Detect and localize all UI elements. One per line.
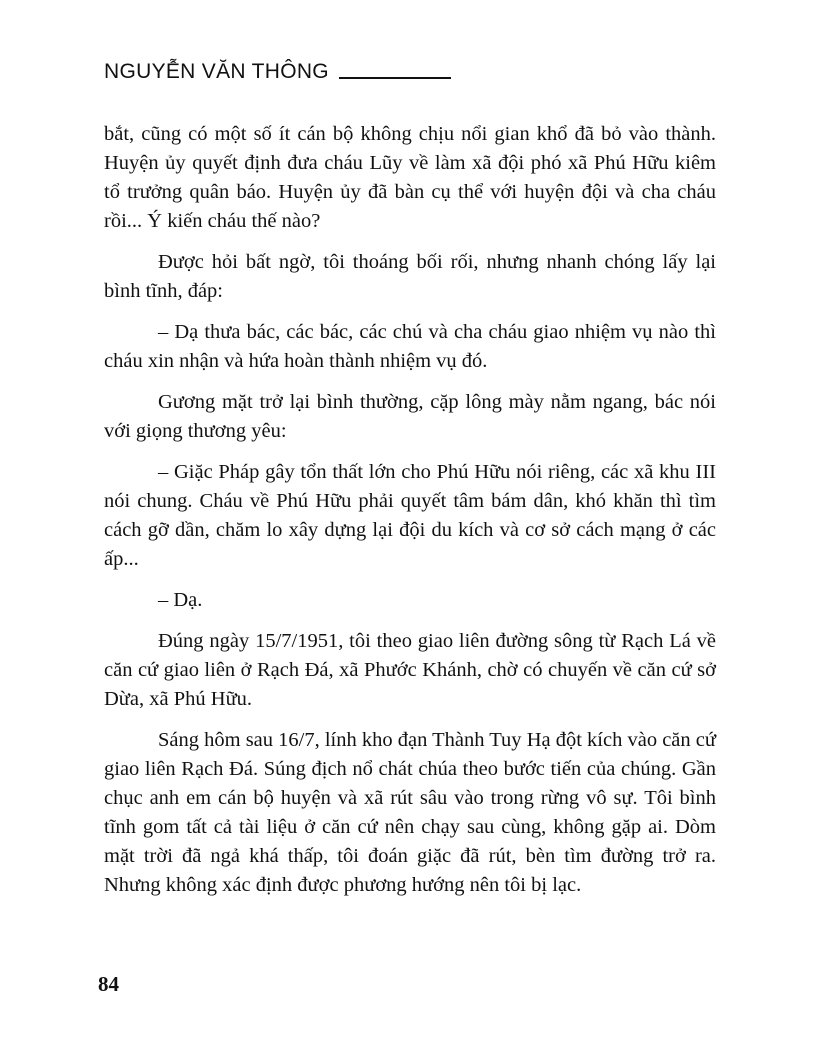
paragraph: Đúng ngày 15/7/1951, tôi theo giao liên đường sông từ Rạch Lá về căn cứ giao liên ở Rạch Đá, xã Phước Khánh, chờ có chuyến về căn cứ sở Dừa, xã Phú Hữu. (104, 630, 716, 710)
running-head (104, 60, 451, 84)
paragraph: Gương mặt trở lại bình thường, cặp lông mày nằm ngang, bác nói với giọng thương yêu: (104, 391, 716, 442)
paragraph: Sáng hôm sau 16/7, lính kho đạn Thành Tuy Hạ đột kích vào căn cứ giao liên Rạch Đá. Súng địch nổ chát chúa theo bước tiến của chúng. Gần chục anh em cán bộ huyện và xã rút sâu vào trong rừng vô sự. Tôi bình tĩnh gom tất cả tài liệu ở căn cứ nên chạy sau cùng, không gặp ai. Dòm mặt trời đã ngả khá thấp, tôi đoán giặc đã rút, bèn tìm đường trở ra. Nhưng không xác định được phương hướng nên tôi bị lạc. (104, 729, 716, 896)
dialogue-line: – Dạ. (158, 589, 203, 611)
dialogue-line: – Dạ thưa bác, các bác, các chú và cha cháu giao nhiệm vụ nào thì cháu xin nhận và hứa hoàn thành nhiệm vụ đó. (104, 321, 716, 372)
page-number: 84 (98, 972, 119, 996)
author-name: NGUYỄN VĂN THÔNG (104, 60, 329, 83)
paragraph: Được hỏi bất ngờ, tôi thoáng bối rối, nhưng nhanh chóng lấy lại bình tĩnh, đáp: (104, 251, 716, 302)
body-text (104, 120, 716, 912)
paragraph-continued: bắt, cũng có một số ít cán bộ không chịu nổi gian khổ đã bỏ vào thành. Huyện ủy quyết định đưa cháu Lũy về làm xã đội phó xã Phú Hữu kiêm tổ trưởng quân báo. Huyện ủy đã bàn cụ thể với huyện đội và cha cháu rồi... Ý kiến cháu thế nào? (104, 123, 716, 232)
dialogue-line: – Giặc Pháp gây tổn thất lớn cho Phú Hữu nói riêng, các xã khu III nói chung. Cháu về Phú Hữu phải quyết tâm bám dân, khó khăn thì tìm cách gỡ dần, chăm lo xây dựng lại đội du kích và cơ sở cách mạng ở các ấp... (104, 461, 716, 570)
header-rule (339, 77, 451, 79)
